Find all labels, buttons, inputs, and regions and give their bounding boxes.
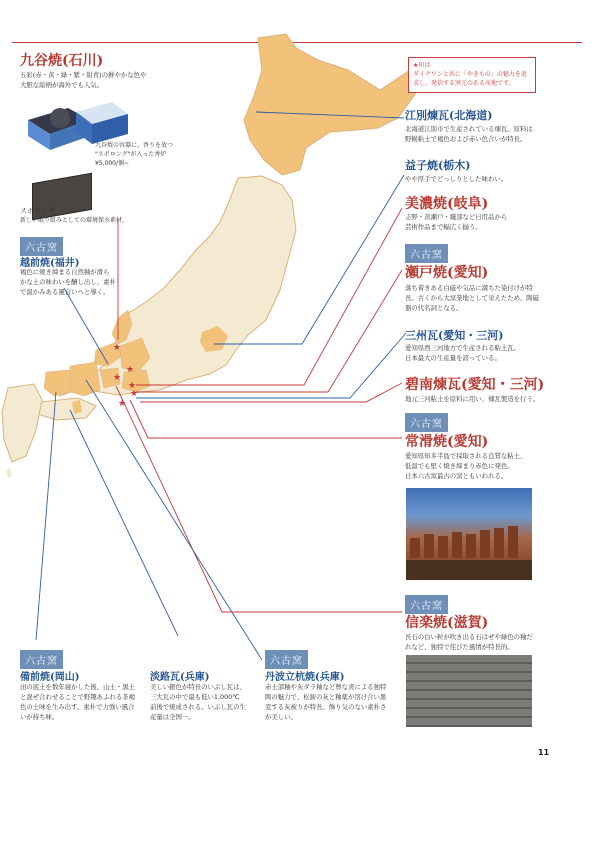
echizen-kiln-badge: 六古窯 bbox=[20, 237, 63, 256]
hekinan-desc: 地元三河粘土を原料に用い、煉瓦製造を行う。 bbox=[405, 395, 540, 403]
line-echizen bbox=[64, 288, 108, 364]
kyushu-region bbox=[2, 384, 42, 462]
line-bizen bbox=[36, 392, 56, 640]
shigaraki-title: 信楽焼(滋賀) bbox=[405, 615, 489, 631]
bizen-title: 備前焼(岡山) bbox=[20, 672, 80, 683]
mino-title: 美濃焼(岐阜) bbox=[405, 196, 489, 212]
tanba-desc: 赤土部釉や灰ダラ釉など豊な炎による独特 陶の魅力で、松薪の灰と釉薬が溶け合い黒 変する灰被りが特長。飾り気のない素朴さ が美しい。 bbox=[265, 683, 387, 721]
line-tokoname bbox=[130, 400, 402, 438]
star-marker-seto: ★ bbox=[126, 365, 135, 375]
seto-kiln-badge: 六古窯 bbox=[405, 244, 448, 263]
echizen-title: 越前焼(福井) bbox=[20, 258, 80, 269]
seto-desc: 落ち着きある白磁や気品に満ちた染付けが特 長。古くから大窯業地として栄えたため、陶磁 器の代名詞となる。 bbox=[405, 284, 539, 312]
line-awaji bbox=[70, 410, 178, 636]
star-marker-tokoname: ★ bbox=[128, 381, 137, 391]
tokoname-title: 常滑焼(愛知) bbox=[405, 434, 489, 450]
southern-islands bbox=[6, 468, 12, 478]
star-marker-mino: ★ bbox=[113, 343, 122, 353]
kutani-product-desc: 九谷焼の容器に、香りを放つ "スポロング"が入った香炉 ¥5,000/個~ bbox=[95, 142, 174, 167]
shigaraki-desc: 長石の白い粒が吹き出る石はぜや緑色の釉だ れなど、独特で侘びた風情が特長的。 bbox=[405, 633, 533, 651]
awaji-desc: 美しい銀色が特長のいぶし瓦は、 三大瓦の中で最も低い1,000℃ 前後で焼成される。いぶし瓦の生 産量は全国一。 bbox=[150, 683, 246, 721]
sporong-desc: 新しい取り組みとしての環境保水素材。 bbox=[20, 217, 129, 224]
bizen-desc: 田の底土を数年寝かした後、山土・黒土 と混ぜ合わせることで野趣あふれる茶褐 色の土味を生み出す。素朴で力強い風合 いが持ち味。 bbox=[20, 683, 136, 721]
tanba-kiln-badge: 六古窯 bbox=[265, 650, 308, 669]
star-marker-hekinan: ★ bbox=[130, 389, 139, 399]
bizen-kiln-badge: 六古窯 bbox=[20, 650, 63, 669]
star-marker-shigaraki: ★ bbox=[113, 373, 122, 383]
ebetsu-title: 江別煉瓦(北海道) bbox=[405, 109, 493, 122]
hokkaido-region bbox=[244, 34, 418, 175]
sanshu-desc: 愛知県西三河地方で生産される粘土瓦。 日本最大の生産量を誇っている。 bbox=[405, 344, 521, 362]
shigaraki-tile-texture-photo bbox=[406, 655, 532, 727]
awaji-title: 淡路瓦(兵庫) bbox=[150, 672, 210, 683]
kutani-desc: 五彩(赤・黄・緑・紫・紺青)の鮮やかな色や 大胆な絵柄が海外でも人気。 bbox=[20, 71, 147, 89]
mashiko-title: 益子焼(栃木) bbox=[405, 159, 471, 172]
sanshu-title: 三州瓦(愛知・三河) bbox=[405, 329, 504, 342]
line-shigaraki bbox=[116, 386, 402, 612]
hekinan-title: 碧南煉瓦(愛知・三河) bbox=[405, 377, 545, 393]
okayama-region bbox=[44, 370, 70, 396]
mino-desc: 志野・黄瀬戸・織部など日用品から 芸術作品まで幅広く揃う。 bbox=[405, 213, 508, 231]
page-number: 11 bbox=[538, 748, 550, 757]
tanba-title: 丹波立杭焼(兵庫) bbox=[265, 672, 345, 683]
tokoname-pottery-path-photo bbox=[406, 488, 532, 580]
legend-note: ★印は ダイナワンと共に「やきもの」の魅力を追求し、発信する窯元のある産地です。 bbox=[408, 57, 536, 93]
tokoname-kiln-badge: 六古窯 bbox=[405, 413, 448, 432]
line-tanba bbox=[86, 380, 262, 660]
mashiko-desc: やや厚手でどっしりとした味わい。 bbox=[405, 175, 508, 183]
ebetsu-desc: 北海道江別市で生産されている煉瓦。原料は 野幌粘土で褐色および赤い色合いが特長。 bbox=[405, 125, 533, 143]
sporong-title: スポロング bbox=[20, 207, 55, 215]
shigaraki-kiln-badge: 六古窯 bbox=[405, 595, 448, 614]
tokoname-desc: 愛知県知多半島で採取される良質な粘土、 低温でも堅く焼き締まり赤色に発色。 日本六古窯最古の窯ともいわれる。 bbox=[405, 452, 527, 480]
kutani-title: 九谷焼(石川) bbox=[20, 53, 104, 69]
echizen-desc: 褐色に焼き締まる自然釉が滑ら かな土の味わいを醸し出し、素朴 で温かみある風合いへと導く。 bbox=[20, 268, 116, 296]
shikoku-region bbox=[38, 398, 96, 420]
seto-title: 瀬戸焼(愛知) bbox=[405, 265, 489, 281]
star-marker-sanshu: ★ bbox=[118, 399, 127, 409]
line-hekinan bbox=[140, 383, 402, 402]
hyogo-region bbox=[70, 362, 100, 396]
